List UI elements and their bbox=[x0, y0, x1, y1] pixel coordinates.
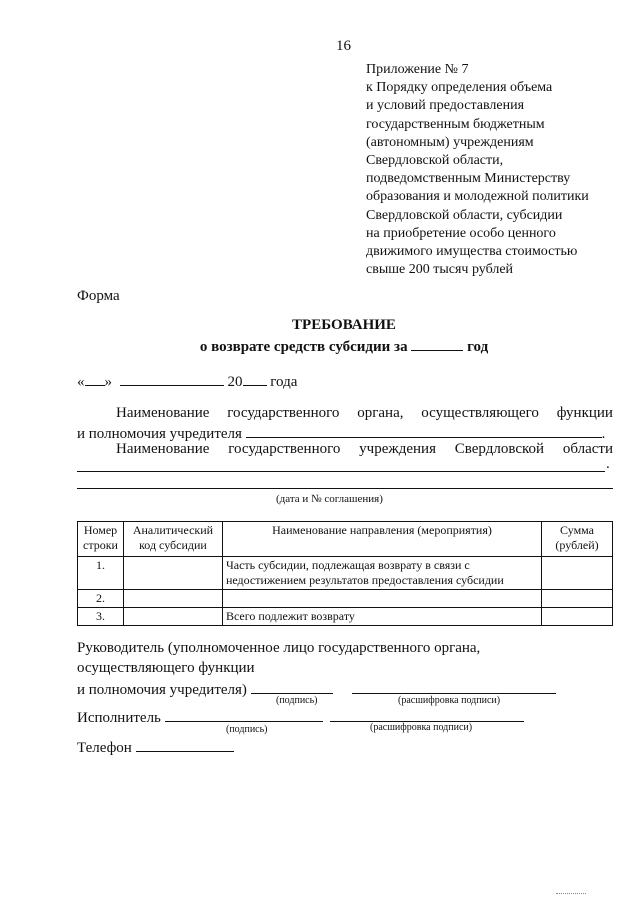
executor-label: Исполнитель bbox=[77, 710, 161, 726]
field2-word: государственного bbox=[228, 441, 341, 457]
head-signature-blank[interactable] bbox=[251, 679, 333, 694]
row-name: Часть субсидии, подлежащая возврату в связи с недостижением результатов предоставления субсидии bbox=[222, 557, 541, 590]
appendix-line: (автономным) учреждениям bbox=[366, 134, 534, 150]
field1-word: функции bbox=[556, 405, 613, 421]
header-code: Аналитический код субсидии bbox=[123, 522, 222, 557]
subtitle-prefix: о возврате средств субсидии за bbox=[199, 339, 408, 355]
field2-word: Наименование bbox=[116, 441, 210, 457]
year-prefix: 20 bbox=[227, 374, 243, 390]
agreement-caption: (дата и № соглашения) bbox=[276, 493, 383, 505]
row-name: Всего подлежит возврату bbox=[222, 608, 541, 626]
executor-decode-caption: (расшифровка подписи) bbox=[370, 722, 473, 733]
agreement-blank[interactable] bbox=[77, 488, 613, 489]
table-row bbox=[78, 608, 613, 626]
row-sum[interactable] bbox=[542, 590, 613, 608]
field2-period: . bbox=[606, 456, 610, 472]
field1-label: и полномочия учредителя bbox=[77, 426, 242, 442]
phone-blank[interactable] bbox=[136, 737, 234, 752]
row-name[interactable] bbox=[222, 590, 541, 608]
day-blank[interactable] bbox=[85, 371, 105, 386]
row-number: 1. bbox=[78, 557, 124, 590]
appendix-line: свыше 200 тысяч рублей bbox=[366, 262, 514, 278]
field1-line2 bbox=[77, 423, 605, 443]
field1-period: . bbox=[601, 426, 606, 442]
open-quote: « bbox=[77, 374, 85, 390]
appendix-line: и условий предоставления bbox=[366, 98, 525, 114]
subtitle-suffix: год bbox=[467, 339, 489, 355]
appendix-block bbox=[366, 61, 589, 279]
row-sum[interactable] bbox=[542, 557, 613, 590]
date-line bbox=[77, 371, 297, 391]
field1-word: органа, bbox=[357, 405, 404, 421]
head-decode-blank[interactable] bbox=[352, 679, 556, 694]
appendix-line: подведомственным Министерству bbox=[366, 171, 571, 187]
document-title: ТРЕБОВАНИЕ bbox=[292, 317, 396, 333]
field2-word: Свердловской bbox=[454, 441, 545, 457]
appendix-line: к Порядку определения объема bbox=[366, 80, 553, 96]
row-sum[interactable] bbox=[542, 608, 613, 626]
field2-word: области bbox=[562, 441, 613, 457]
head-decode-caption: (расшифровка подписи) bbox=[398, 695, 501, 706]
head-sign-caption: (подпись) bbox=[276, 695, 318, 706]
institution-name-blank[interactable] bbox=[77, 471, 605, 472]
header-row-number: Номер строки bbox=[78, 522, 124, 557]
field1-word: осуществляющего bbox=[421, 405, 539, 421]
year-digits-blank[interactable] bbox=[243, 371, 267, 386]
appendix-line: на приобретение особо ценного bbox=[366, 225, 556, 241]
founder-name-blank[interactable] bbox=[246, 423, 602, 438]
appendix-line: Свердловской области, bbox=[366, 153, 504, 169]
table-row bbox=[78, 557, 613, 590]
table-header-row bbox=[78, 522, 613, 557]
phone-label: Телефон bbox=[77, 740, 132, 756]
form-label: Форма bbox=[77, 288, 120, 304]
close-quote: » bbox=[104, 374, 112, 390]
scan-artifact bbox=[556, 893, 586, 896]
page-number: 16 bbox=[336, 38, 351, 54]
row-code[interactable] bbox=[123, 590, 222, 608]
executor-decode-blank[interactable] bbox=[330, 707, 524, 722]
header-name: Наименование направления (мероприятия) bbox=[222, 522, 541, 557]
appendix-line: Свердловской области, субсидии bbox=[366, 207, 563, 223]
refund-table bbox=[77, 521, 613, 626]
table-row bbox=[78, 590, 613, 608]
head-label-line3: и полномочия учредителя) bbox=[77, 682, 247, 698]
appendix-line: движимого имущества стоимостью bbox=[366, 244, 578, 260]
executor-signature-blank[interactable] bbox=[165, 707, 323, 722]
year-blank[interactable] bbox=[411, 336, 463, 351]
appendix-line: государственным бюджетным bbox=[366, 116, 545, 132]
appendix-line: Приложение № 7 bbox=[366, 62, 469, 77]
month-blank[interactable] bbox=[120, 371, 224, 386]
field1-word: Наименование bbox=[116, 405, 210, 421]
head-label-line2: осуществляющего функции bbox=[77, 660, 255, 676]
field2-line1 bbox=[116, 441, 613, 458]
field1-line1 bbox=[116, 405, 613, 422]
executor-sign-caption: (подпись) bbox=[226, 724, 268, 735]
phone-line bbox=[77, 737, 234, 757]
document-subtitle bbox=[0, 336, 640, 356]
row-code[interactable] bbox=[123, 608, 222, 626]
row-number: 2. bbox=[78, 590, 124, 608]
head-label-line1: Руководитель (уполномоченное лицо государственного органа, bbox=[77, 640, 481, 656]
field2-word: учреждения bbox=[359, 441, 436, 457]
field1-word: государственного bbox=[227, 405, 340, 421]
appendix-line: образования и молодежной политики bbox=[366, 189, 589, 205]
header-sum: Сумма (рублей) bbox=[542, 522, 613, 557]
year-suffix: года bbox=[270, 374, 298, 390]
row-code[interactable] bbox=[123, 557, 222, 590]
row-number: 3. bbox=[78, 608, 124, 626]
